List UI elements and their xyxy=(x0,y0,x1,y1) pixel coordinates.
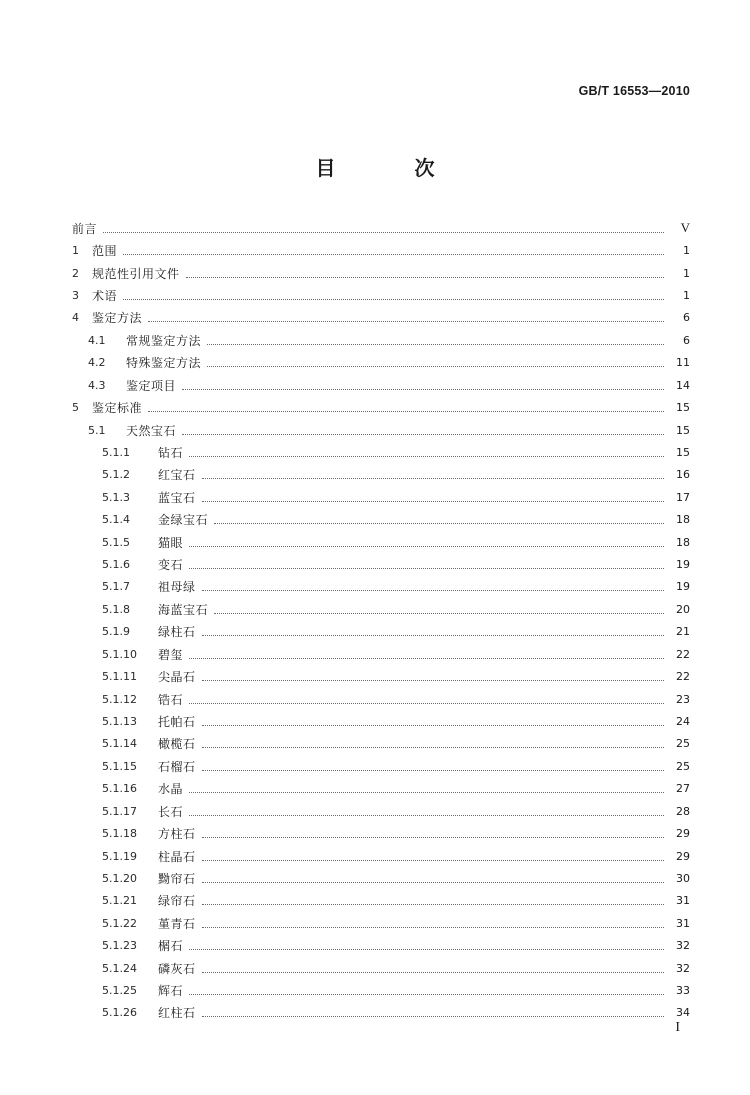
toc-entry-page: 29 xyxy=(676,849,690,863)
toc-entry-title: 鉴定项目 xyxy=(126,378,177,393)
toc-entry[interactable] xyxy=(72,553,690,575)
toc-entry[interactable] xyxy=(72,441,690,463)
toc-entry-number: 5.1.8 xyxy=(102,602,130,616)
dot-leader xyxy=(189,456,664,457)
dot-leader xyxy=(202,590,664,591)
dot-leader xyxy=(202,882,664,883)
toc-entry-page: 30 xyxy=(676,871,690,885)
toc-entry-number: 1 xyxy=(72,244,79,258)
toc-entry-page: 24 xyxy=(676,714,690,728)
toc-entry[interactable] xyxy=(72,531,690,553)
dot-leader xyxy=(182,434,664,435)
toc-entry-page: V xyxy=(680,220,690,236)
dot-leader xyxy=(148,411,664,412)
toc-entry-page: 22 xyxy=(676,670,690,684)
toc-entry-number: 4.3 xyxy=(88,378,106,392)
toc-entry-number: 5.1.1 xyxy=(102,445,130,459)
toc-entry-number: 5.1.17 xyxy=(102,804,137,818)
toc-entry-number: 5.1.15 xyxy=(102,759,137,773)
toc-entry-page: 29 xyxy=(676,827,690,841)
dot-leader xyxy=(202,501,664,502)
dot-leader xyxy=(189,703,664,704)
toc-entry-page: 20 xyxy=(676,602,690,616)
dot-leader xyxy=(123,254,664,255)
toc-entry-number: 5.1.6 xyxy=(102,558,130,572)
dot-leader xyxy=(202,837,664,838)
dot-leader xyxy=(214,523,664,524)
toc-entry-page: 1 xyxy=(683,266,690,280)
dot-leader xyxy=(202,680,664,681)
toc-entry-number: 5.1.21 xyxy=(102,894,137,908)
toc-entry-number: 4.2 xyxy=(88,356,106,370)
toc-entry-number: 5.1.7 xyxy=(102,580,130,594)
toc-entry[interactable] xyxy=(72,1002,690,1024)
toc-entry[interactable] xyxy=(72,755,690,777)
page-number: I xyxy=(675,1020,680,1035)
toc-entry-page: 21 xyxy=(676,625,690,639)
toc-entry-number: 5.1.14 xyxy=(102,737,137,751)
toc-entry-title: 方柱石 xyxy=(158,827,196,842)
toc-entry-title: 锆石 xyxy=(158,692,184,707)
toc-entry[interactable] xyxy=(72,935,690,957)
dot-leader xyxy=(202,927,664,928)
toc-entry-title: 鉴定标准 xyxy=(92,401,143,416)
toc-entry[interactable] xyxy=(72,217,690,239)
toc-entry[interactable] xyxy=(72,800,690,822)
toc-entry-page: 31 xyxy=(676,894,690,908)
toc-entry-title: 水晶 xyxy=(158,782,184,797)
toc-entry-title: 碧玺 xyxy=(158,647,184,662)
toc-entry-number: 5 xyxy=(72,401,79,415)
toc-entry-page: 17 xyxy=(676,490,690,504)
toc-entry[interactable] xyxy=(72,822,690,844)
toc-entry-page: 15 xyxy=(676,401,690,415)
toc-entry-number: 3 xyxy=(72,288,79,302)
toc-entry-number: 5.1.9 xyxy=(102,625,130,639)
toc-entry-title: 绿帘石 xyxy=(158,894,196,909)
toc-entry-title: 变石 xyxy=(158,558,184,573)
toc-entry-page: 15 xyxy=(676,423,690,437)
dot-leader xyxy=(202,725,664,726)
toc-entry[interactable] xyxy=(72,845,690,867)
toc-entry-title: 祖母绿 xyxy=(158,580,196,595)
toc-entry-title: 磷灰石 xyxy=(158,961,196,976)
toc-entry-title: 榍石 xyxy=(158,939,184,954)
toc-entry-page: 15 xyxy=(676,445,690,459)
toc-entry[interactable] xyxy=(72,262,690,284)
toc-entry-title: 海蓝宝石 xyxy=(158,602,209,617)
toc-entry-page: 6 xyxy=(683,333,690,347)
toc-entry-page: 31 xyxy=(676,916,690,930)
toc-entry-title: 常规鉴定方法 xyxy=(126,333,202,348)
toc-entry-page: 14 xyxy=(676,378,690,392)
dot-leader xyxy=(202,1016,664,1017)
dot-leader xyxy=(202,972,664,973)
dot-leader xyxy=(189,546,664,547)
toc-entry-page: 19 xyxy=(676,580,690,594)
toc-entry[interactable] xyxy=(72,710,690,732)
toc-entry-number: 4.1 xyxy=(88,333,106,347)
toc-entry-title: 术语 xyxy=(92,288,118,303)
page-title: 目 次 xyxy=(315,156,471,180)
toc-entry-number: 5.1.22 xyxy=(102,916,137,930)
dot-leader xyxy=(189,658,664,659)
toc-entry-number: 2 xyxy=(72,266,79,280)
toc-entry[interactable] xyxy=(72,307,690,329)
dot-leader xyxy=(202,770,664,771)
toc-entry-number: 5.1.11 xyxy=(102,670,137,684)
toc-entry[interactable] xyxy=(72,329,690,351)
toc-entry-number: 5.1.25 xyxy=(102,984,137,998)
toc-entry[interactable] xyxy=(72,598,690,620)
toc-entry-title: 前言 xyxy=(72,221,98,236)
toc-entry-page: 32 xyxy=(676,939,690,953)
toc-entry-number: 5.1.5 xyxy=(102,535,130,549)
dot-leader xyxy=(189,815,664,816)
toc-entry-title: 辉石 xyxy=(158,984,184,999)
toc-entry-page: 19 xyxy=(676,558,690,572)
toc-entry-page: 18 xyxy=(676,535,690,549)
toc-entry-title: 猫眼 xyxy=(158,535,184,550)
toc-entry[interactable] xyxy=(72,284,690,306)
toc-entry-number: 5.1.19 xyxy=(102,849,137,863)
toc-entry-number: 5.1.4 xyxy=(102,513,130,527)
toc-entry[interactable] xyxy=(72,621,690,643)
dot-leader xyxy=(214,613,664,614)
toc-entry[interactable] xyxy=(72,867,690,889)
toc-entry-title: 橄榄石 xyxy=(158,737,196,752)
toc-entry-title: 金绿宝石 xyxy=(158,513,209,528)
dot-leader xyxy=(182,389,664,390)
toc-entry-page: 6 xyxy=(683,311,690,325)
toc-entry-number: 5.1.2 xyxy=(102,468,130,482)
toc-entry-title: 鉴定方法 xyxy=(92,311,143,326)
toc-entry-page: 34 xyxy=(676,1006,690,1020)
toc-entry[interactable] xyxy=(72,778,690,800)
toc-entry-number: 5.1.10 xyxy=(102,647,137,661)
toc-entry-number: 5.1.23 xyxy=(102,939,137,953)
table-of-contents xyxy=(72,217,690,1024)
toc-entry[interactable] xyxy=(72,733,690,755)
toc-entry-title: 蓝宝石 xyxy=(158,490,196,505)
toc-entry-page: 25 xyxy=(676,737,690,751)
dot-leader xyxy=(202,747,664,748)
toc-entry[interactable] xyxy=(72,352,690,374)
toc-entry[interactable] xyxy=(72,957,690,979)
toc-entry-number: 5.1 xyxy=(88,423,106,437)
dot-leader xyxy=(202,860,664,861)
toc-entry-number: 5.1.20 xyxy=(102,871,137,885)
toc-entry[interactable] xyxy=(72,665,690,687)
toc-entry-number: 4 xyxy=(72,311,79,325)
toc-entry-page: 32 xyxy=(676,961,690,975)
toc-entry-title: 托帕石 xyxy=(158,714,196,729)
dot-leader xyxy=(202,478,664,479)
toc-entry[interactable] xyxy=(72,396,690,418)
toc-entry-page: 1 xyxy=(683,244,690,258)
toc-entry[interactable] xyxy=(72,464,690,486)
dot-leader xyxy=(148,321,664,322)
toc-entry-title: 范围 xyxy=(92,244,118,259)
toc-entry[interactable] xyxy=(72,576,690,598)
toc-entry-page: 11 xyxy=(676,356,690,370)
dot-leader xyxy=(202,635,664,636)
toc-entry-number: 5.1.24 xyxy=(102,961,137,975)
dot-leader xyxy=(202,904,664,905)
toc-entry-page: 1 xyxy=(683,288,690,302)
toc-entry[interactable] xyxy=(72,486,690,508)
toc-entry-page: 23 xyxy=(676,692,690,706)
dot-leader xyxy=(123,299,664,300)
standard-code: GB/T 16553—2010 xyxy=(578,84,690,98)
toc-entry[interactable] xyxy=(72,508,690,530)
toc-entry[interactable] xyxy=(72,643,690,665)
toc-entry-title: 红宝石 xyxy=(158,468,196,483)
dot-leader xyxy=(189,568,664,569)
toc-entry[interactable] xyxy=(72,912,690,934)
toc-entry-number: 5.1.12 xyxy=(102,692,137,706)
dot-leader xyxy=(186,277,664,278)
toc-entry-page: 16 xyxy=(676,468,690,482)
toc-entry[interactable] xyxy=(72,419,690,441)
toc-entry-number: 5.1.13 xyxy=(102,714,137,728)
toc-entry[interactable] xyxy=(72,239,690,261)
toc-entry-number: 5.1.26 xyxy=(102,1006,137,1020)
toc-entry-title: 堇青石 xyxy=(158,916,196,931)
toc-entry-number: 5.1.16 xyxy=(102,782,137,796)
toc-entry-title: 长石 xyxy=(158,804,184,819)
toc-entry-title: 黝帘石 xyxy=(158,871,196,886)
dot-leader xyxy=(207,366,664,367)
toc-entry-title: 石榴石 xyxy=(158,759,196,774)
toc-entry-number: 5.1.3 xyxy=(102,490,130,504)
dot-leader xyxy=(207,344,664,345)
toc-entry-title: 天然宝石 xyxy=(126,423,177,438)
toc-entry-page: 25 xyxy=(676,759,690,773)
toc-entry-page: 28 xyxy=(676,804,690,818)
toc-entry[interactable] xyxy=(72,890,690,912)
toc-entry[interactable] xyxy=(72,979,690,1001)
toc-entry-page: 33 xyxy=(676,984,690,998)
toc-entry[interactable] xyxy=(72,374,690,396)
toc-entry[interactable] xyxy=(72,688,690,710)
toc-entry-title: 规范性引用文件 xyxy=(92,266,180,281)
toc-entry-page: 22 xyxy=(676,647,690,661)
toc-entry-title: 柱晶石 xyxy=(158,849,196,864)
toc-entry-page: 18 xyxy=(676,513,690,527)
toc-entry-page: 27 xyxy=(676,782,690,796)
dot-leader xyxy=(189,792,664,793)
toc-entry-number: 5.1.18 xyxy=(102,827,137,841)
dot-leader xyxy=(103,232,664,233)
toc-entry-title: 特殊鉴定方法 xyxy=(126,356,202,371)
toc-entry-title: 红柱石 xyxy=(158,1006,196,1021)
dot-leader xyxy=(189,994,664,995)
toc-entry-title: 尖晶石 xyxy=(158,670,196,685)
toc-entry-title: 绿柱石 xyxy=(158,625,196,640)
toc-entry-title: 钻石 xyxy=(158,445,184,460)
dot-leader xyxy=(189,949,664,950)
